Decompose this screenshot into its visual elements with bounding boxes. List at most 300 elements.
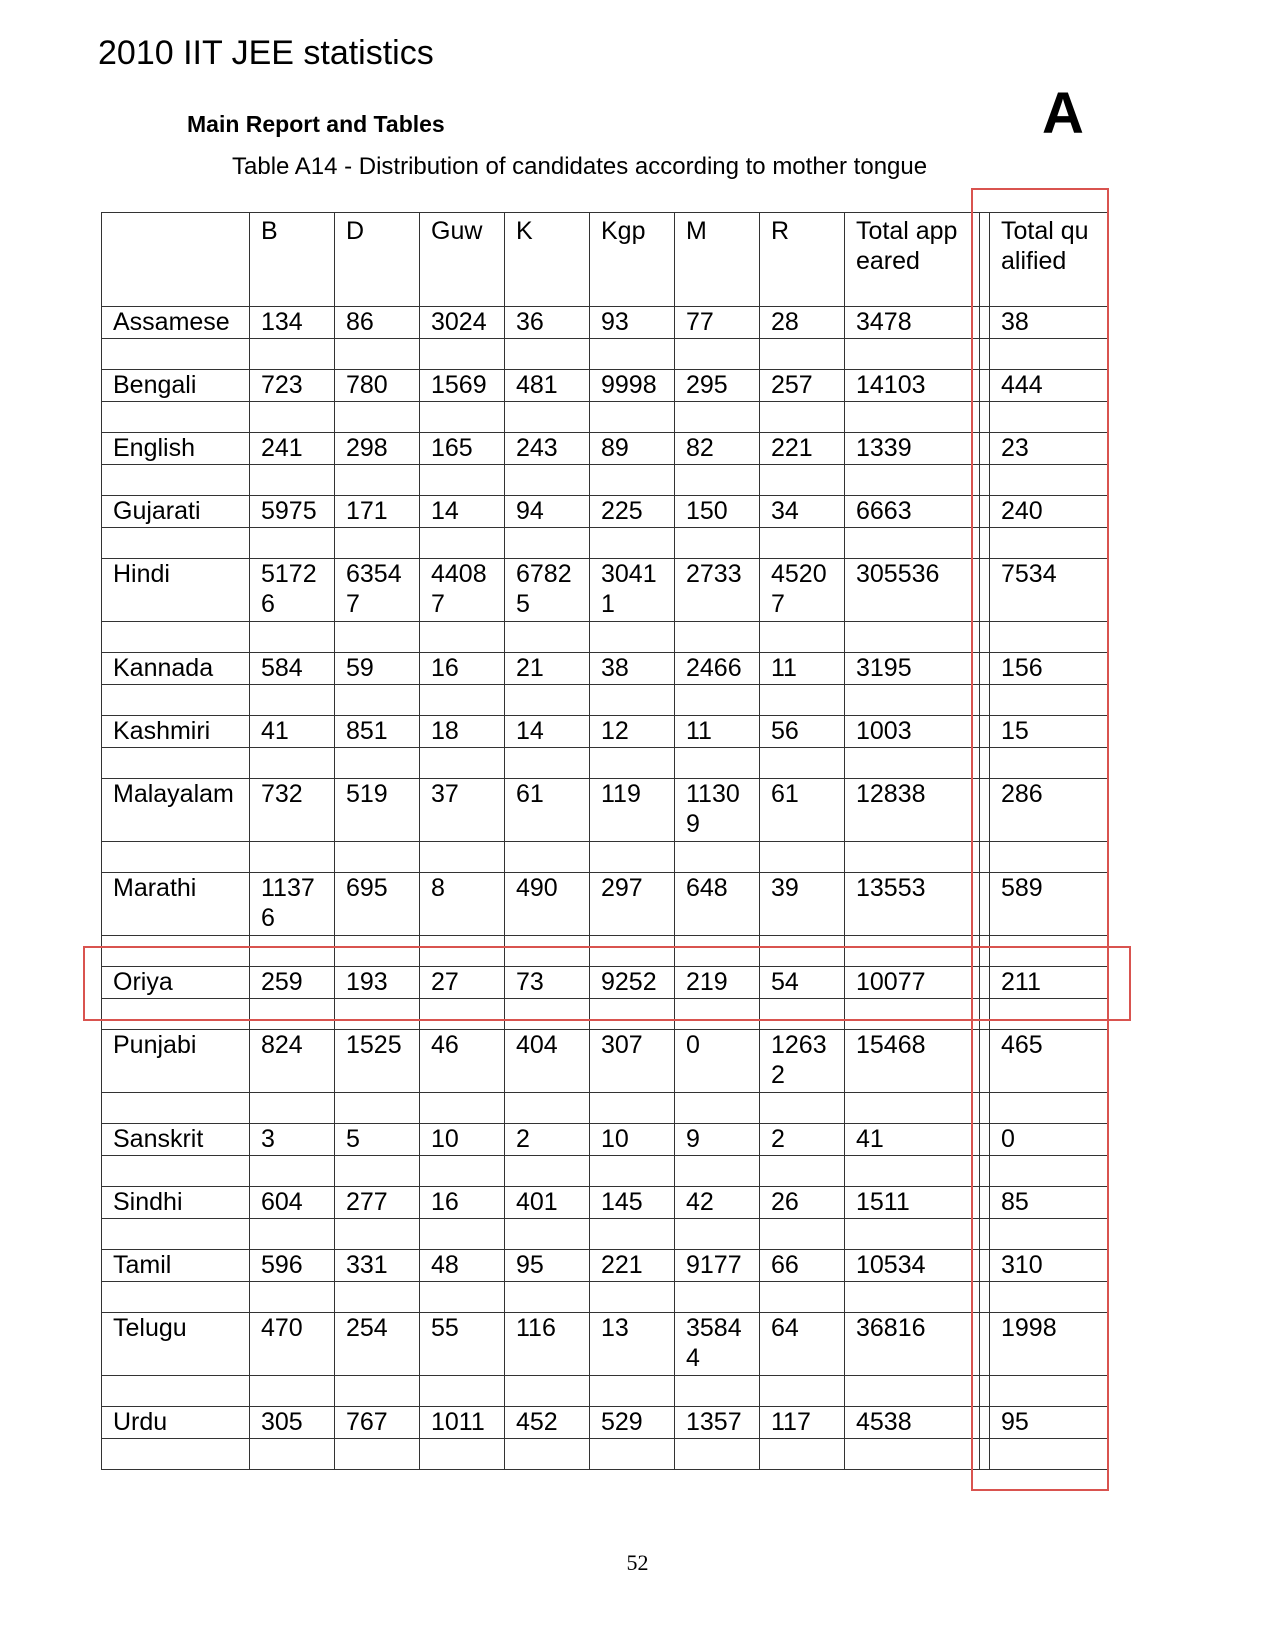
blank-cell [980,936,990,967]
value-cell: 94 [505,496,590,528]
value-cell: 4538 [845,1407,980,1439]
language-cell: Punjabi [102,1030,250,1093]
value-cell: 61 [505,779,590,842]
value-cell: 77 [675,307,760,339]
value-cell: 36816 [845,1313,980,1376]
value-cell: 171 [335,496,420,528]
blank-cell [505,748,590,779]
language-cell: Urdu [102,1407,250,1439]
value-cell: 9252 [590,967,675,999]
blank-row [102,1219,1109,1250]
value-cell: 596 [250,1250,335,1282]
blank-cell [102,339,250,370]
value-cell: 36 [505,307,590,339]
blank-cell [505,685,590,716]
value-cell: 10534 [845,1250,980,1282]
value-cell: 211 [990,967,1109,999]
blank-cell [505,1439,590,1470]
value-cell: 1357 [675,1407,760,1439]
value-cell: 11 [760,653,845,685]
blank-cell [845,465,980,496]
spacer-cell [980,1250,990,1282]
blank-cell [590,1219,675,1250]
blank-cell [980,1219,990,1250]
value-cell: 732 [250,779,335,842]
value-cell: 61 [760,779,845,842]
blank-cell [845,1093,980,1124]
blank-cell [675,622,760,653]
blank-cell [990,528,1109,559]
value-cell: 85 [990,1187,1109,1219]
blank-cell [760,748,845,779]
spacer-cell [980,873,990,936]
blank-cell [420,1156,505,1187]
value-cell: 38 [590,653,675,685]
blank-cell [845,1282,980,1313]
blank-cell [590,465,675,496]
blank-cell [420,1439,505,1470]
table-row [102,1124,1109,1156]
blank-row [102,528,1109,559]
value-cell: 9998 [590,370,675,402]
value-cell: 589 [990,873,1109,936]
blank-cell [760,402,845,433]
language-cell: Gujarati [102,496,250,528]
value-cell: 35844 [675,1313,760,1376]
spacer-cell [980,967,990,999]
value-cell: 277 [335,1187,420,1219]
blank-cell [845,936,980,967]
blank-row [102,465,1109,496]
blank-cell [335,748,420,779]
blank-cell [420,1219,505,1250]
blank-cell [760,936,845,967]
blank-cell [990,999,1109,1030]
blank-cell [590,528,675,559]
blank-cell [760,1156,845,1187]
value-cell: 2733 [675,559,760,622]
blank-cell [505,339,590,370]
blank-cell [102,528,250,559]
blank-row [102,622,1109,653]
blank-cell [760,465,845,496]
blank-cell [420,842,505,873]
language-cell: Tamil [102,1250,250,1282]
value-cell: 44087 [420,559,505,622]
value-cell: 452 [505,1407,590,1439]
value-cell: 240 [990,496,1109,528]
table-row [102,873,1109,936]
blank-cell [990,1219,1109,1250]
value-cell: 15468 [845,1030,980,1093]
value-cell: 225 [590,496,675,528]
value-cell: 28 [760,307,845,339]
value-cell: 6663 [845,496,980,528]
blank-cell [760,1219,845,1250]
value-cell: 2 [760,1124,845,1156]
blank-cell [505,1282,590,1313]
value-cell: 331 [335,1250,420,1282]
blank-cell [335,1156,420,1187]
value-cell: 26 [760,1187,845,1219]
blank-cell [505,622,590,653]
table-row [102,967,1109,999]
language-cell: Assamese [102,307,250,339]
value-cell: 3024 [420,307,505,339]
blank-cell [980,842,990,873]
language-cell: Telugu [102,1313,250,1376]
section-title: Main Report and Tables [187,111,445,137]
blank-cell [250,1376,335,1407]
value-cell: 648 [675,873,760,936]
blank-cell [760,1376,845,1407]
table-row [102,1187,1109,1219]
value-cell: 14103 [845,370,980,402]
value-cell: 119 [590,779,675,842]
blank-row [102,1282,1109,1313]
header-cell: Total qualified [990,213,1109,307]
blank-cell [590,1156,675,1187]
blank-row [102,1439,1109,1470]
value-cell: 465 [990,1030,1109,1093]
blank-cell [590,1439,675,1470]
value-cell: 767 [335,1407,420,1439]
table-header-row [102,213,1109,307]
value-cell: 243 [505,433,590,465]
blank-cell [590,685,675,716]
blank-cell [250,465,335,496]
value-cell: 56 [760,716,845,748]
spacer-cell [980,1124,990,1156]
value-cell: 584 [250,653,335,685]
table-row [102,1250,1109,1282]
value-cell: 310 [990,1250,1109,1282]
header-cell: B [250,213,335,307]
value-cell: 401 [505,1187,590,1219]
value-cell: 298 [335,433,420,465]
spacer-cell [980,653,990,685]
blank-cell [420,339,505,370]
value-cell: 404 [505,1030,590,1093]
header-cell: Total appeared [845,213,980,307]
header-cell: Kgp [590,213,675,307]
blank-cell [590,622,675,653]
value-cell: 9 [675,1124,760,1156]
value-cell: 23 [990,433,1109,465]
spacer-cell [980,716,990,748]
value-cell: 297 [590,873,675,936]
value-cell: 64 [760,1313,845,1376]
table-row [102,716,1109,748]
blank-cell [760,1439,845,1470]
blank-cell [250,402,335,433]
value-cell: 824 [250,1030,335,1093]
blank-cell [845,1156,980,1187]
blank-cell [980,999,990,1030]
blank-cell [990,936,1109,967]
value-cell: 34 [760,496,845,528]
blank-cell [102,1219,250,1250]
value-cell: 16 [420,653,505,685]
language-cell: English [102,433,250,465]
value-cell: 63547 [335,559,420,622]
value-cell: 481 [505,370,590,402]
blank-cell [505,528,590,559]
blank-cell [845,1219,980,1250]
spacer-cell [980,213,990,307]
blank-cell [980,1376,990,1407]
language-cell: Sanskrit [102,1124,250,1156]
page-number: 52 [626,1550,649,1575]
blank-cell [590,748,675,779]
blank-cell [250,528,335,559]
mother-tongue-table [101,212,1109,1470]
blank-cell [675,1282,760,1313]
blank-cell [335,465,420,496]
blank-cell [980,1282,990,1313]
blank-cell [420,685,505,716]
value-cell: 51726 [250,559,335,622]
header-cell: M [675,213,760,307]
value-cell: 2466 [675,653,760,685]
value-cell: 12632 [760,1030,845,1093]
value-cell: 89 [590,433,675,465]
value-cell: 16 [420,1187,505,1219]
table-row [102,370,1109,402]
value-cell: 219 [675,967,760,999]
blank-cell [845,842,980,873]
spacer-cell [980,307,990,339]
blank-cell [505,999,590,1030]
blank-cell [760,622,845,653]
blank-cell [335,685,420,716]
blank-cell [675,1093,760,1124]
blank-cell [990,622,1109,653]
value-cell: 13553 [845,873,980,936]
blank-cell [980,1093,990,1124]
blank-cell [845,748,980,779]
blank-cell [980,748,990,779]
table-row [102,559,1109,622]
value-cell: 10 [420,1124,505,1156]
value-cell: 5975 [250,496,335,528]
table-row [102,433,1109,465]
value-cell: 10077 [845,967,980,999]
value-cell: 10 [590,1124,675,1156]
blank-cell [760,842,845,873]
blank-cell [250,685,335,716]
blank-cell [760,1282,845,1313]
blank-cell [845,1376,980,1407]
blank-cell [980,1439,990,1470]
blank-cell [990,339,1109,370]
language-cell: Kashmiri [102,716,250,748]
value-cell: 444 [990,370,1109,402]
blank-cell [590,339,675,370]
value-cell: 12838 [845,779,980,842]
value-cell: 48 [420,1250,505,1282]
blank-cell [420,528,505,559]
value-cell: 1011 [420,1407,505,1439]
value-cell: 470 [250,1313,335,1376]
value-cell: 11376 [250,873,335,936]
blank-cell [675,528,760,559]
value-cell: 14 [420,496,505,528]
value-cell: 21 [505,653,590,685]
blank-cell [590,1282,675,1313]
value-cell: 117 [760,1407,845,1439]
table-row [102,1407,1109,1439]
value-cell: 1339 [845,433,980,465]
blank-cell [990,1376,1109,1407]
blank-cell [335,842,420,873]
blank-cell [845,528,980,559]
blank-cell [675,465,760,496]
blank-cell [990,842,1109,873]
blank-cell [102,1093,250,1124]
spacer-cell [980,1407,990,1439]
blank-cell [420,999,505,1030]
value-cell: 286 [990,779,1109,842]
blank-row [102,1093,1109,1124]
blank-cell [845,622,980,653]
table-row [102,496,1109,528]
blank-cell [675,999,760,1030]
value-cell: 30411 [590,559,675,622]
value-cell: 42 [675,1187,760,1219]
blank-cell [590,1376,675,1407]
value-cell: 307 [590,1030,675,1093]
header-cell: Guw [420,213,505,307]
value-cell: 156 [990,653,1109,685]
blank-cell [420,936,505,967]
blank-cell [335,528,420,559]
blank-cell [102,748,250,779]
spacer-cell [980,1313,990,1376]
blank-cell [505,1219,590,1250]
value-cell: 39 [760,873,845,936]
blank-row [102,842,1109,873]
blank-cell [250,1156,335,1187]
language-cell: Hindi [102,559,250,622]
blank-cell [335,1219,420,1250]
value-cell: 259 [250,967,335,999]
blank-cell [845,1439,980,1470]
value-cell: 59 [335,653,420,685]
value-cell: 0 [990,1124,1109,1156]
value-cell: 8 [420,873,505,936]
blank-cell [335,402,420,433]
value-cell: 1569 [420,370,505,402]
value-cell: 18 [420,716,505,748]
blank-cell [250,1219,335,1250]
blank-cell [102,1376,250,1407]
value-cell: 15 [990,716,1109,748]
blank-cell [102,685,250,716]
value-cell: 1003 [845,716,980,748]
blank-cell [845,685,980,716]
value-cell: 54 [760,967,845,999]
blank-cell [505,1376,590,1407]
blank-cell [980,622,990,653]
value-cell: 9177 [675,1250,760,1282]
value-cell: 73 [505,967,590,999]
value-cell: 37 [420,779,505,842]
blank-cell [420,622,505,653]
language-cell: Oriya [102,967,250,999]
blank-cell [675,748,760,779]
blank-cell [250,622,335,653]
blank-cell [505,402,590,433]
value-cell: 519 [335,779,420,842]
blank-cell [675,685,760,716]
blank-cell [102,1282,250,1313]
value-cell: 1525 [335,1030,420,1093]
blank-cell [590,402,675,433]
blank-row [102,1376,1109,1407]
value-cell: 7534 [990,559,1109,622]
language-cell: Malayalam [102,779,250,842]
value-cell: 11 [675,716,760,748]
blank-cell [990,402,1109,433]
language-cell: Bengali [102,370,250,402]
blank-cell [845,999,980,1030]
value-cell: 41 [250,716,335,748]
blank-cell [990,1282,1109,1313]
table-row [102,1313,1109,1376]
blank-cell [102,842,250,873]
blank-cell [420,1282,505,1313]
value-cell: 723 [250,370,335,402]
language-cell: Kannada [102,653,250,685]
blank-cell [335,622,420,653]
blank-row [102,339,1109,370]
value-cell: 55 [420,1313,505,1376]
blank-cell [760,999,845,1030]
value-cell: 3 [250,1124,335,1156]
value-cell: 3195 [845,653,980,685]
blank-cell [250,842,335,873]
blank-row [102,936,1109,967]
blank-cell [335,1093,420,1124]
blank-cell [420,1093,505,1124]
spacer-cell [980,370,990,402]
value-cell: 165 [420,433,505,465]
value-cell: 134 [250,307,335,339]
value-cell: 193 [335,967,420,999]
blank-row [102,999,1109,1030]
blank-cell [760,685,845,716]
value-cell: 95 [505,1250,590,1282]
value-cell: 45207 [760,559,845,622]
blank-cell [250,1439,335,1470]
blank-cell [980,465,990,496]
blank-cell [590,842,675,873]
blank-cell [505,1156,590,1187]
blank-cell [505,842,590,873]
spacer-cell [980,496,990,528]
blank-cell [675,1219,760,1250]
blank-cell [760,528,845,559]
spacer-cell [980,559,990,622]
blank-cell [505,1093,590,1124]
value-cell: 11309 [675,779,760,842]
blank-cell [335,1282,420,1313]
section-letter: A [1042,81,1084,146]
value-cell: 145 [590,1187,675,1219]
blank-cell [675,339,760,370]
value-cell: 93 [590,307,675,339]
